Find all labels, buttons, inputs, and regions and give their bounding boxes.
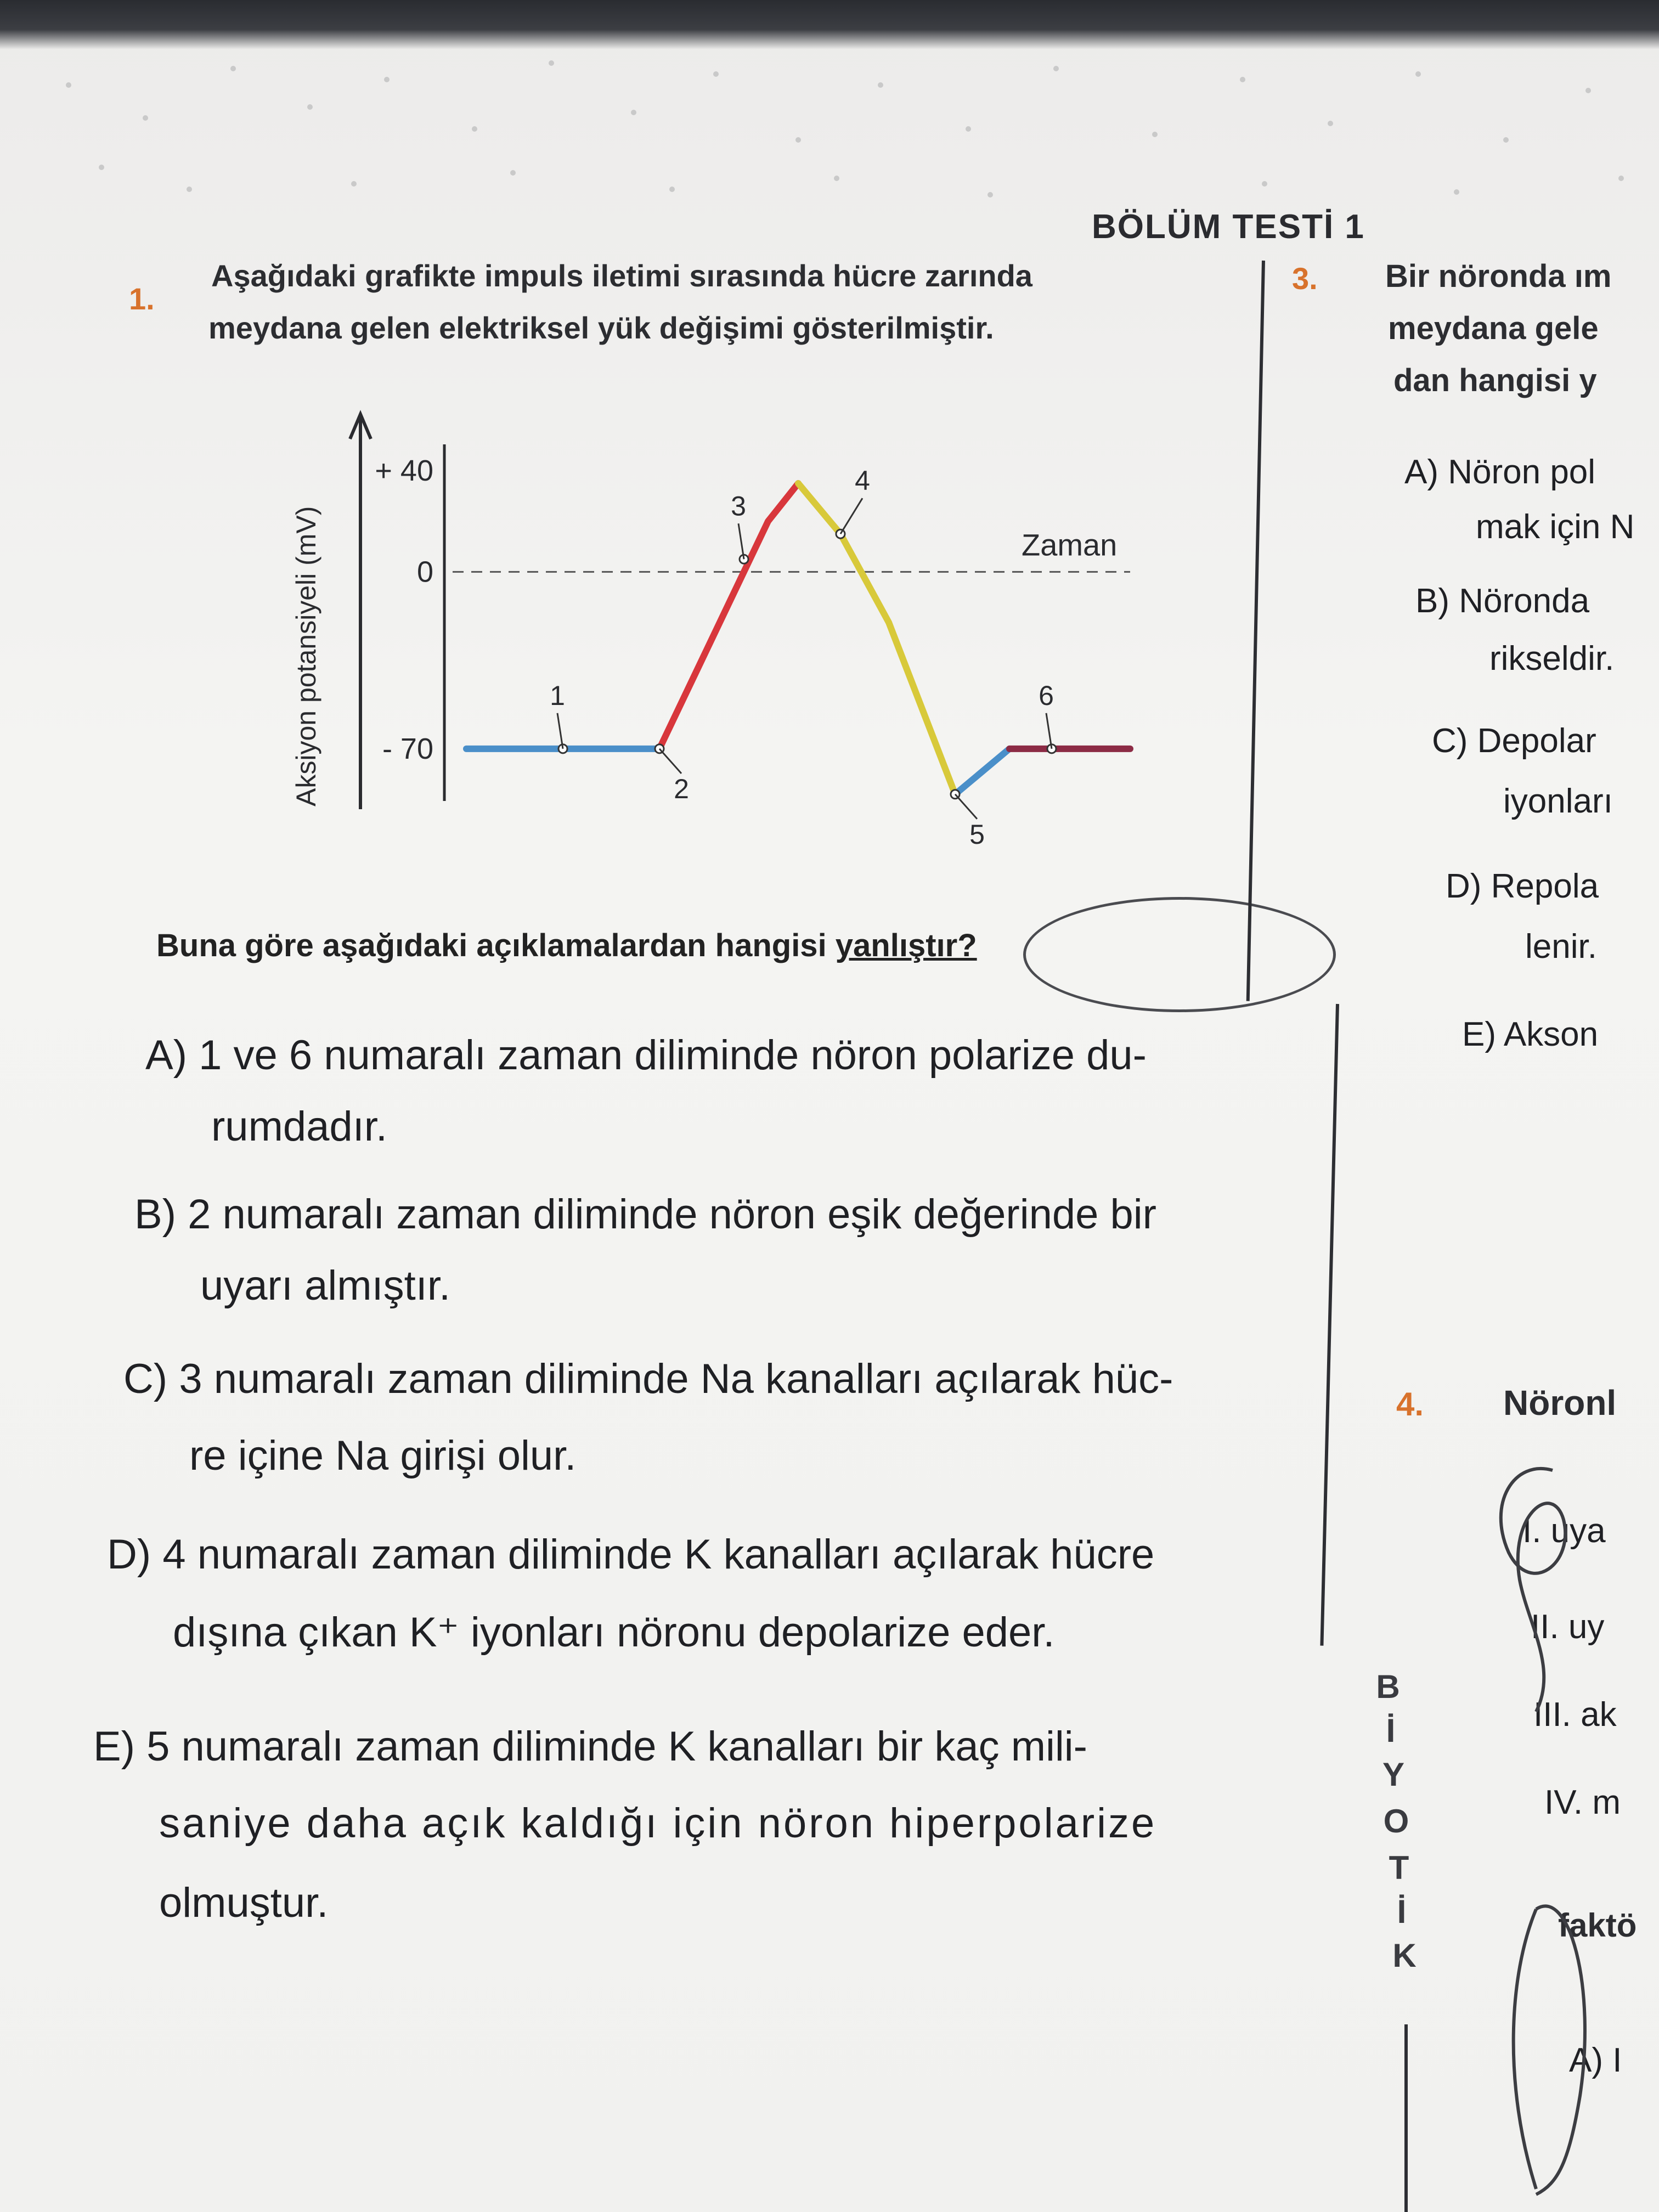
q3-option-c-line-2: iyonları [1503,782,1613,820]
option-e-line-1: 5 numaralı zaman diliminde K kanalları bir kaç mili- [146,1723,1087,1770]
point-leader-3 [738,523,744,559]
question-4-line-1: Nöronl [1503,1383,1617,1423]
q3-option-d-line-2: lenir. [1525,928,1597,966]
series-repolarizasyon [798,483,955,794]
q4-item-1: I. uya [1522,1512,1606,1550]
side-letter: T [1389,1849,1409,1886]
option-b-line-1: 2 numaralı zaman diliminde nöron eşik değerinde bir [188,1191,1156,1238]
column-divider-bottom [1404,2024,1408,2212]
side-letter: K [1392,1937,1417,1974]
q3-option-a-line-2: mak için N [1476,508,1635,546]
hand-drawn-circle [1023,897,1336,1012]
option-d-label: D) [107,1531,151,1578]
option-a[interactable] [145,1031,1147,1079]
q3-option-a-line-1: Nöron pol [1448,453,1596,491]
q3-option-a[interactable] [1404,453,1595,492]
question-1-stem [156,927,977,964]
section-title: BÖLÜM TESTİ 1 [1092,208,1365,246]
q4-item-3: III. ak [1533,1696,1617,1734]
series-hiperpolarizasyon [955,749,1009,794]
q3-option-c[interactable] [1432,721,1596,760]
option-d[interactable] [107,1531,1154,1578]
q3-option-a-label: A) [1404,453,1438,491]
column-divider-top [1246,261,1265,1001]
q3-option-d-label: D) [1446,867,1482,905]
q3-option-b-line-1: Nöronda [1459,582,1590,620]
x-axis-label: Zaman [1022,527,1118,562]
point-leader-2 [659,749,681,774]
option-c-line-2: re içine Na girişi olur. [189,1432,577,1479]
option-a-line-2: rumdadır. [211,1103,388,1150]
y-axis-title: Aksiyon potansiyeli (mV) [291,506,321,806]
q3-option-c-line-1: Depolar [1477,722,1596,760]
q3-option-e[interactable] [1462,1015,1598,1054]
option-d-line-2: dışına çıkan K⁺ iyonları nöronu depolarize eder. [173,1609,1055,1656]
q3-option-b-label: B) [1415,582,1449,620]
series-depolarizasyon [659,483,798,749]
q3-option-c-label: C) [1432,722,1468,760]
point-label-4: 4 [855,465,870,496]
page-top-shadow [0,0,1659,49]
q3-option-b-line-2: rikseldir. [1489,640,1615,678]
option-c-label: C) [123,1356,168,1402]
q3-option-d[interactable] [1446,867,1599,906]
option-b-label: B) [134,1191,176,1238]
option-e-line-2: saniye daha açık kaldığı için nöron hiperpolarize [159,1800,1157,1847]
y-tick-label: + 40 [375,454,433,488]
point-label-3: 3 [731,490,746,522]
option-a-label: A) [145,1032,187,1079]
handwritten-marks [1476,1437,1659,2212]
question-1-intro-line-2: meydana gelen elektriksel yük değişimi gösterilmiştir. [208,311,994,345]
question-1-number: 1. [129,281,155,316]
stem-text: Buna göre aşağıdaki açıklamalardan hangisi [156,928,836,963]
point-label-2: 2 [674,773,689,804]
q4-item-2: II. uy [1531,1608,1605,1646]
side-letter: Y [1382,1756,1405,1793]
point-label-6: 6 [1039,680,1054,711]
q3-option-d-line-1: Repola [1491,867,1599,905]
q4-answer: A) I [1569,2041,1622,2079]
question-3-line-3: dan hangisi y [1393,363,1597,398]
q3-option-e-label: E) [1462,1015,1496,1053]
q3-option-e-line-1: Akson [1503,1015,1599,1053]
question-3-line-1: Bir nöronda ım [1385,258,1612,294]
point-leader-6 [1046,713,1052,749]
option-e-label: E) [93,1723,135,1770]
q4-footer: faktö [1558,1907,1637,1944]
option-d-line-1: 4 numaralı zaman diliminde K kanalları açılarak hücre [162,1531,1155,1578]
question-3-number: 3. [1292,261,1318,296]
point-leader-5 [955,794,977,819]
side-letter: O [1383,1803,1409,1839]
option-e[interactable] [93,1723,1087,1770]
q4-item-4: IV. m [1544,1784,1621,1821]
question-1-intro-line-1: Aşağıdaki grafikte impuls iletimi sırasında hücre zarında [211,258,1032,293]
option-a-line-1: 1 ve 6 numaralı zaman diliminde nöron polarize du- [199,1032,1147,1079]
option-b-line-2: uyarı almıştır. [200,1262,451,1309]
y-tick-label: 0 [416,555,433,589]
point-leader-4 [840,498,862,534]
point-leader-1 [557,713,563,749]
point-label-5: 5 [969,819,985,850]
question-3-line-2: meydana gele [1388,311,1599,346]
q3-option-b[interactable] [1415,582,1589,620]
stem-emphasis: yanlıştır? [835,928,977,963]
point-label-1: 1 [550,680,565,711]
question-4-number: 4. [1396,1386,1424,1423]
column-divider-middle [1320,1004,1339,1646]
option-e-line-3: olmuştur. [159,1880,329,1926]
option-b[interactable] [134,1190,1156,1238]
side-letter: B [1376,1668,1400,1705]
option-c-line-1: 3 numaralı zaman diliminde Na kanalları açılarak hüc- [179,1356,1173,1402]
side-letter: İ [1397,1893,1407,1930]
side-letter: İ [1386,1712,1396,1749]
action-potential-chart [263,384,1174,911]
y-tick-label: - 70 [382,732,433,765]
option-c[interactable] [123,1355,1173,1403]
